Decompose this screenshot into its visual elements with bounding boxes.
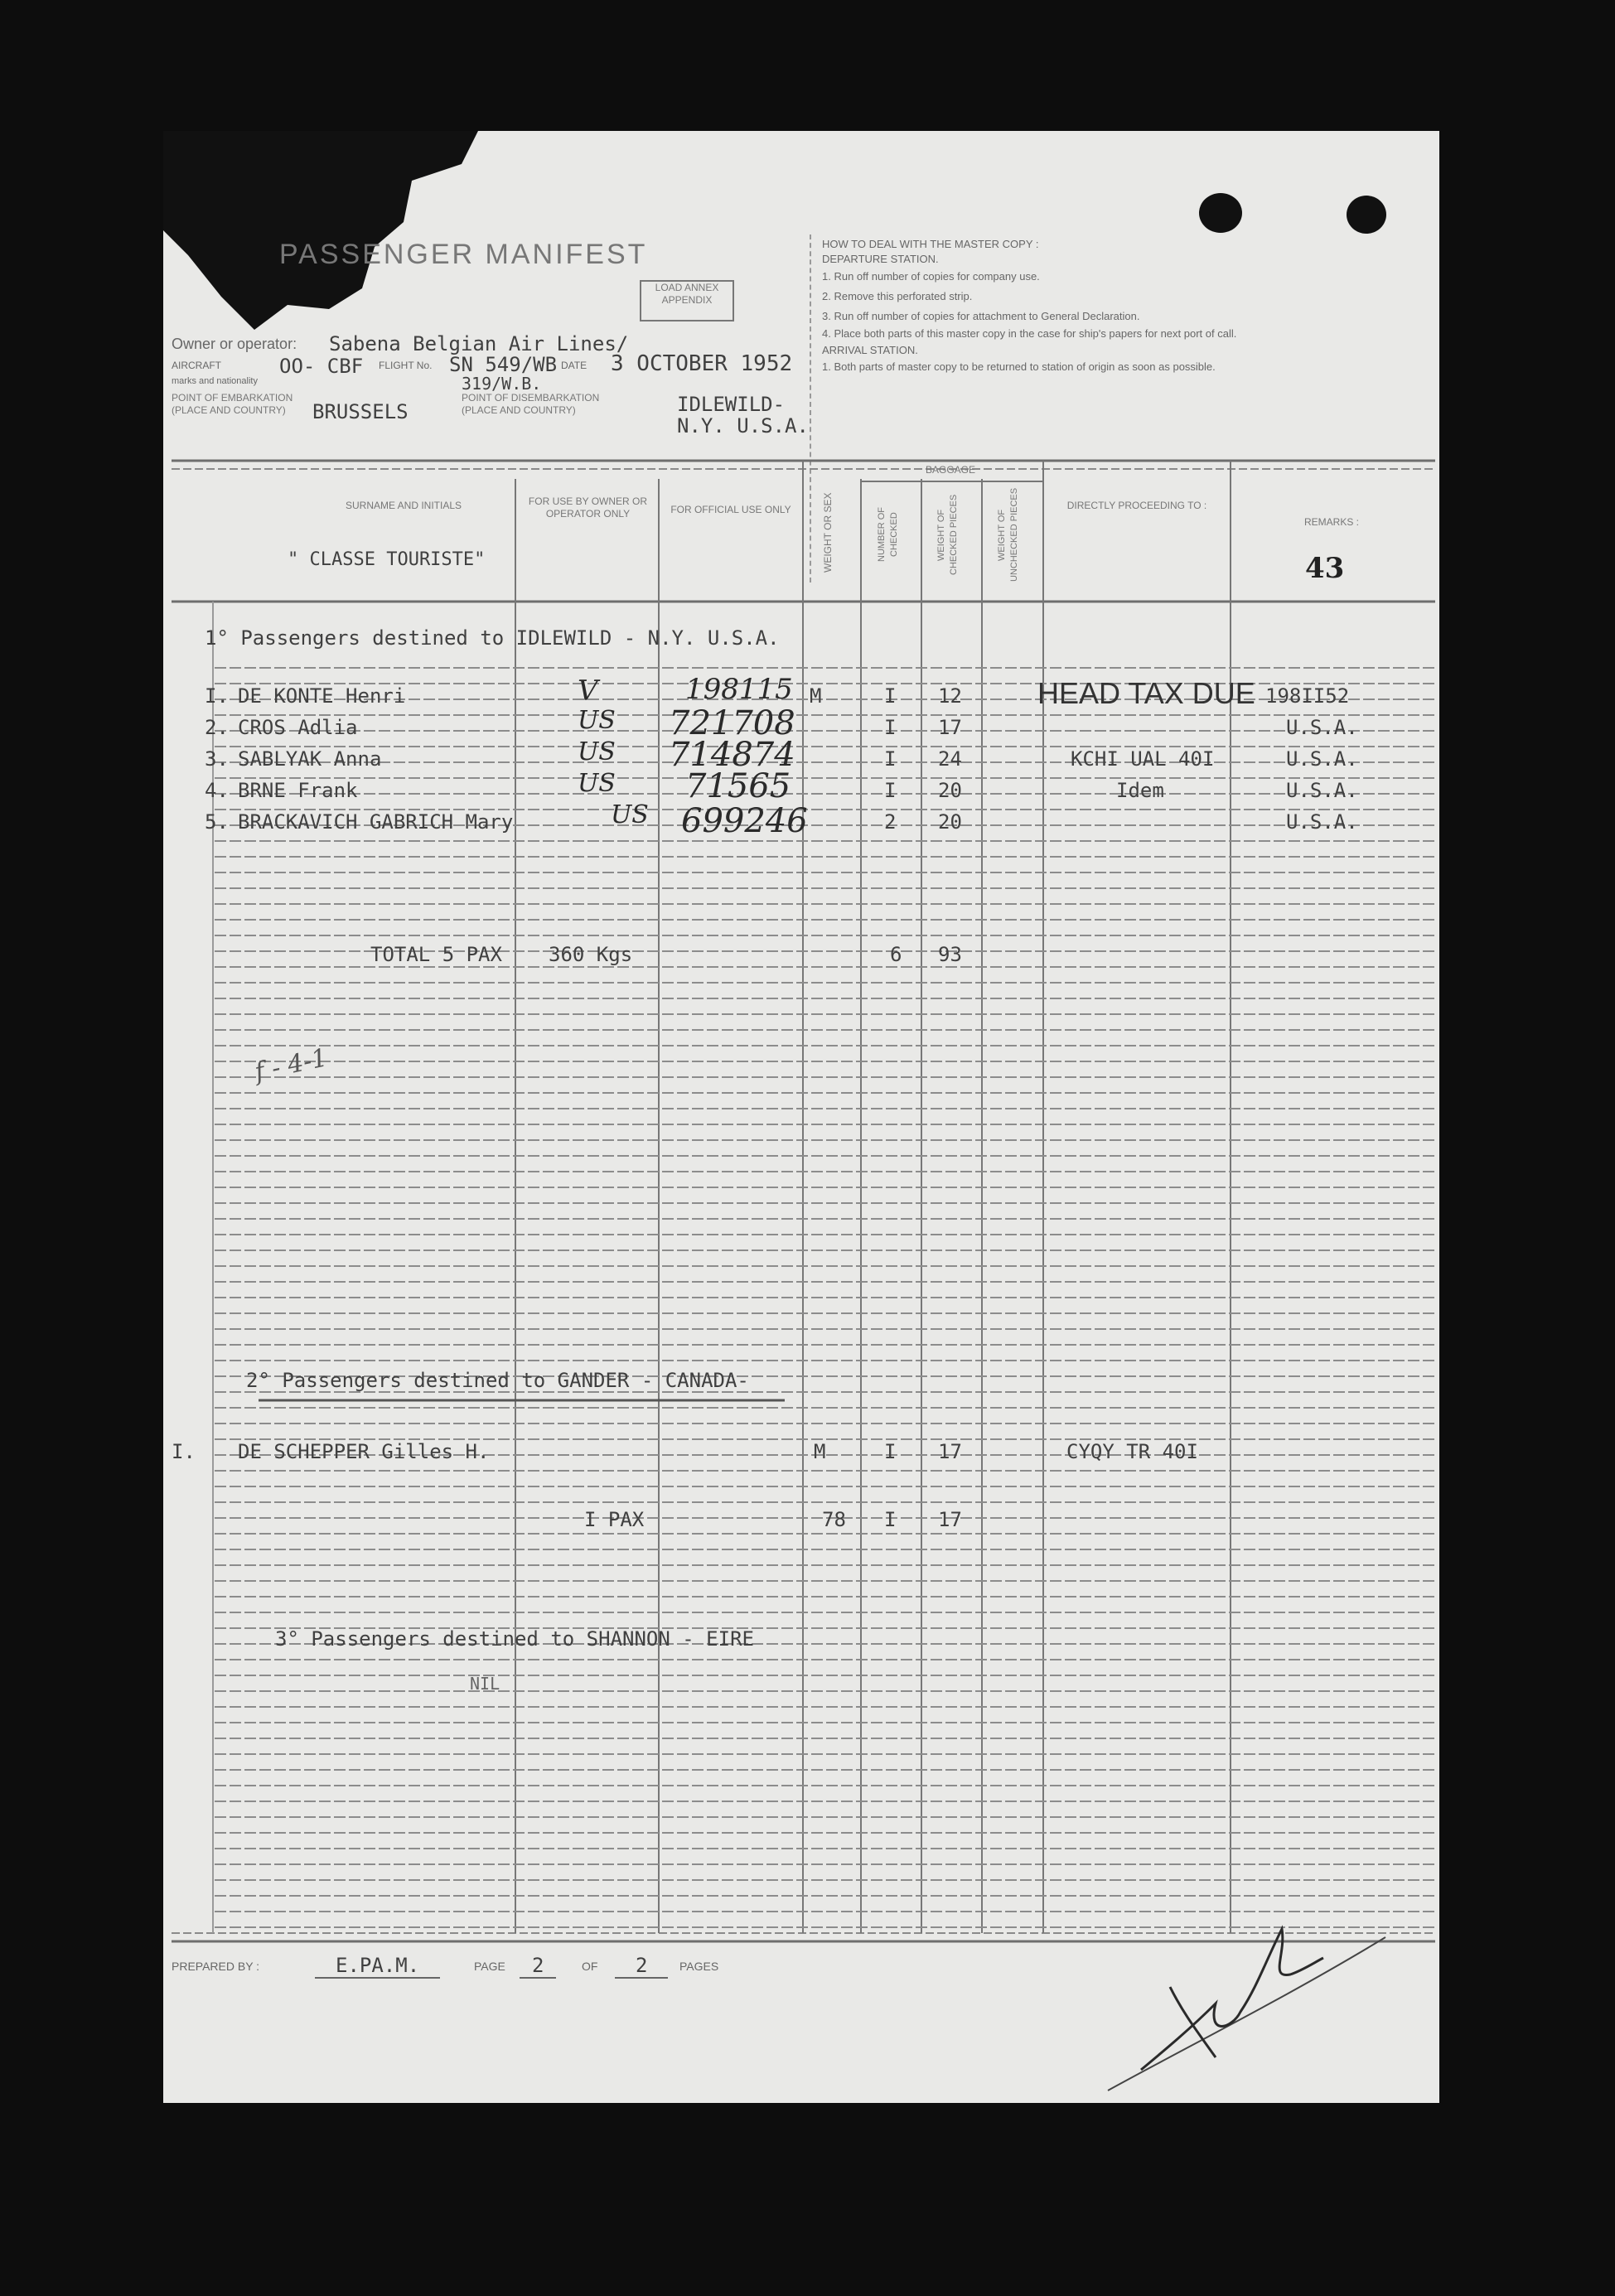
col-remarks: REMARKS : <box>1303 516 1359 528</box>
passenger-number: 4. <box>205 779 229 802</box>
page-number-stamp: 43 <box>1305 552 1345 585</box>
passenger-remark: U.S.A. <box>1286 779 1358 802</box>
passenger-number: I. <box>205 684 229 708</box>
proceeding-to: KCHI UAL 40I <box>1071 747 1215 771</box>
official-number: 71565 <box>685 767 791 805</box>
aircraft-value: OO- CBF <box>279 355 364 378</box>
baggage-weight: 17 <box>938 1440 962 1463</box>
passenger-name: BRNE Frank <box>238 779 358 802</box>
passenger-row <box>163 800 1439 842</box>
section-gander: 2° Passengers destined to GANDER - CANADA- <box>246 1369 749 1392</box>
passenger-number: 3. <box>205 747 229 771</box>
instruction-item-4: 4. Place both parts of this master copy in the case for ship's papers for next port of call. <box>822 327 1237 340</box>
proceeding-to: CYQY TR 40I <box>1066 1440 1198 1463</box>
passenger-row <box>163 673 1439 716</box>
passenger-number: 5. <box>205 810 229 834</box>
passenger-row <box>163 704 1439 747</box>
official-number: 699246 <box>681 802 808 840</box>
date-label: DATE <box>561 360 587 371</box>
owner-mark: US <box>578 769 616 798</box>
total-idlewild-pieces: 6 <box>890 943 902 966</box>
baggage-weight: 20 <box>938 810 962 834</box>
disembark-label: POINT OF DISEMBARKATION (PLACE AND COUNTRY) <box>462 392 600 416</box>
disembark-value-2: N.Y. U.S.A. <box>677 414 809 437</box>
of-value: 2 <box>615 1954 668 1979</box>
owner-mark: V <box>578 674 598 708</box>
disembark-value-1: IDLEWILD- <box>677 393 786 416</box>
total-gander-label: I PAX <box>584 1508 645 1531</box>
owner-mark: US <box>578 737 616 766</box>
instruction-arrival-item: 1. Both parts of master copy to be returned to station of origin as soon as possible. <box>822 360 1216 373</box>
total-idlewild-kg: 93 <box>938 943 962 966</box>
owner-label: Owner or operator: <box>172 336 297 352</box>
instruction-item-3: 3. Run off number of copies for attachment to General Declaration. <box>822 310 1140 322</box>
instructions-departure: DEPARTURE STATION. <box>822 253 939 265</box>
official-number: 198115 <box>685 673 793 706</box>
col-weight: WEIGHT OR SEX <box>822 492 834 573</box>
baggage-weight: 20 <box>938 779 962 802</box>
aircraft-label: AIRCRAFT <box>172 360 221 371</box>
embark-label: POINT OF EMBARKATION (PLACE AND COUNTRY) <box>172 392 293 416</box>
instruction-item-2: 2. Remove this perforated strip. <box>822 290 973 302</box>
official-number: 714874 <box>669 736 795 774</box>
passenger-number: 2. <box>205 716 229 739</box>
head-tax-stamp: HEAD TAX DUE <box>1037 676 1255 710</box>
section-shannon-note: NIL <box>470 1674 500 1694</box>
baggage-pieces: I <box>884 779 897 802</box>
col-bag-weight-checked: WEIGHT OF CHECKED PIECES <box>936 494 959 576</box>
passenger-name: DE SCHEPPER Gilles H. <box>238 1440 490 1463</box>
col-directly: DIRECTLY PROCEEDING TO : <box>1066 500 1207 511</box>
passenger-row <box>163 1440 1439 1472</box>
manifest-title: PASSENGER MANIFEST <box>279 239 648 270</box>
passenger-row <box>163 736 1439 779</box>
section-shannon: 3° Passengers destined to SHANNON - EIRE <box>275 1627 754 1651</box>
owner-mark: US <box>578 706 616 735</box>
baggage-pieces: I <box>884 1440 897 1463</box>
flight-label: FLIGHT No. <box>379 360 433 371</box>
reg-label: marks and nationality <box>172 376 258 386</box>
col-surname: SURNAME AND INITIALS <box>345 500 462 511</box>
proceeding-to: Idem <box>1116 779 1164 802</box>
total-gander-weight: 78 <box>822 1508 846 1531</box>
total-idlewild-label: TOTAL 5 PAX <box>370 943 502 966</box>
baggage-weight: 12 <box>938 684 962 708</box>
instructions-title: HOW TO DEAL WITH THE MASTER COPY : <box>822 238 1039 250</box>
flight-value: SN 549/WB <box>449 353 558 376</box>
baggage-pieces: I <box>884 747 897 771</box>
baggage-pieces: 2 <box>884 810 897 834</box>
manifest-sheet <box>163 131 1439 2103</box>
prepared-label: PREPARED BY : <box>172 1960 260 1973</box>
passenger-number: I. <box>172 1440 196 1463</box>
passenger-remark: U.S.A. <box>1286 747 1358 771</box>
page-value: 2 <box>520 1954 556 1979</box>
load-annex-line1: LOAD ANNEX <box>655 282 719 293</box>
baggage-pieces: I <box>884 716 897 739</box>
page-label: PAGE <box>474 1960 505 1973</box>
table-grid <box>163 131 1439 2103</box>
baggage-weight: 17 <box>938 716 962 739</box>
passenger-name: DE KONTE Henri <box>238 684 406 708</box>
instructions-arrival: ARRIVAL STATION. <box>822 344 918 356</box>
load-annex-line2: APPENDIX <box>661 294 713 306</box>
official-number: 721708 <box>669 704 795 742</box>
owner-mark: US <box>611 800 649 829</box>
passenger-name: CROS Adlia <box>238 716 358 739</box>
section-idlewild: 1° Passengers destined to IDLEWILD - N.Y. U.S.A. <box>205 626 780 650</box>
col-bag-weight-unchecked: WEIGHT OF UNCHECKED PIECES <box>997 487 1019 582</box>
passenger-remark: U.S.A. <box>1286 810 1358 834</box>
passenger-remark: 198II52 <box>1265 684 1350 708</box>
pages-label: PAGES <box>679 1960 719 1973</box>
col-bag-number: NUMBER OF CHECKED <box>877 507 899 563</box>
of-label: OF <box>582 1960 598 1973</box>
flight-value-2: 319/W.B. <box>462 374 542 394</box>
date-value: 3 OCTOBER 1952 <box>611 351 793 376</box>
passenger-sex: M <box>810 684 822 708</box>
prepared-value: E.PA.M. <box>315 1954 440 1979</box>
baggage-pieces: I <box>884 684 897 708</box>
passenger-sex: M <box>814 1440 826 1463</box>
baggage-weight: 24 <box>938 747 962 771</box>
col-baggage: BAGGAGE <box>925 464 976 476</box>
embark-value: BRUSSELS <box>312 400 409 423</box>
col-owner-use: FOR USE BY OWNER OR OPERATOR ONLY <box>528 495 648 520</box>
total-gander-pieces: I <box>884 1508 897 1531</box>
total-idlewild-weight: 360 Kgs <box>549 943 633 966</box>
signature <box>1091 1904 1390 2103</box>
passenger-remark: U.S.A. <box>1286 716 1358 739</box>
instruction-item-1: 1. Run off number of copies for company use. <box>822 270 1040 283</box>
passenger-name: BRACKAVICH GABRICH Mary <box>238 810 514 834</box>
owner-value: Sabena Belgian Air Lines/ <box>329 332 629 355</box>
total-gander-kg: 17 <box>938 1508 962 1531</box>
passenger-name: SABLYAK Anna <box>238 747 382 771</box>
margin-note: f - 4-1 <box>252 1043 331 1087</box>
col-official-use: FOR OFFICIAL USE ONLY <box>670 504 791 515</box>
class-label: " CLASSE TOURISTE" <box>288 549 486 570</box>
